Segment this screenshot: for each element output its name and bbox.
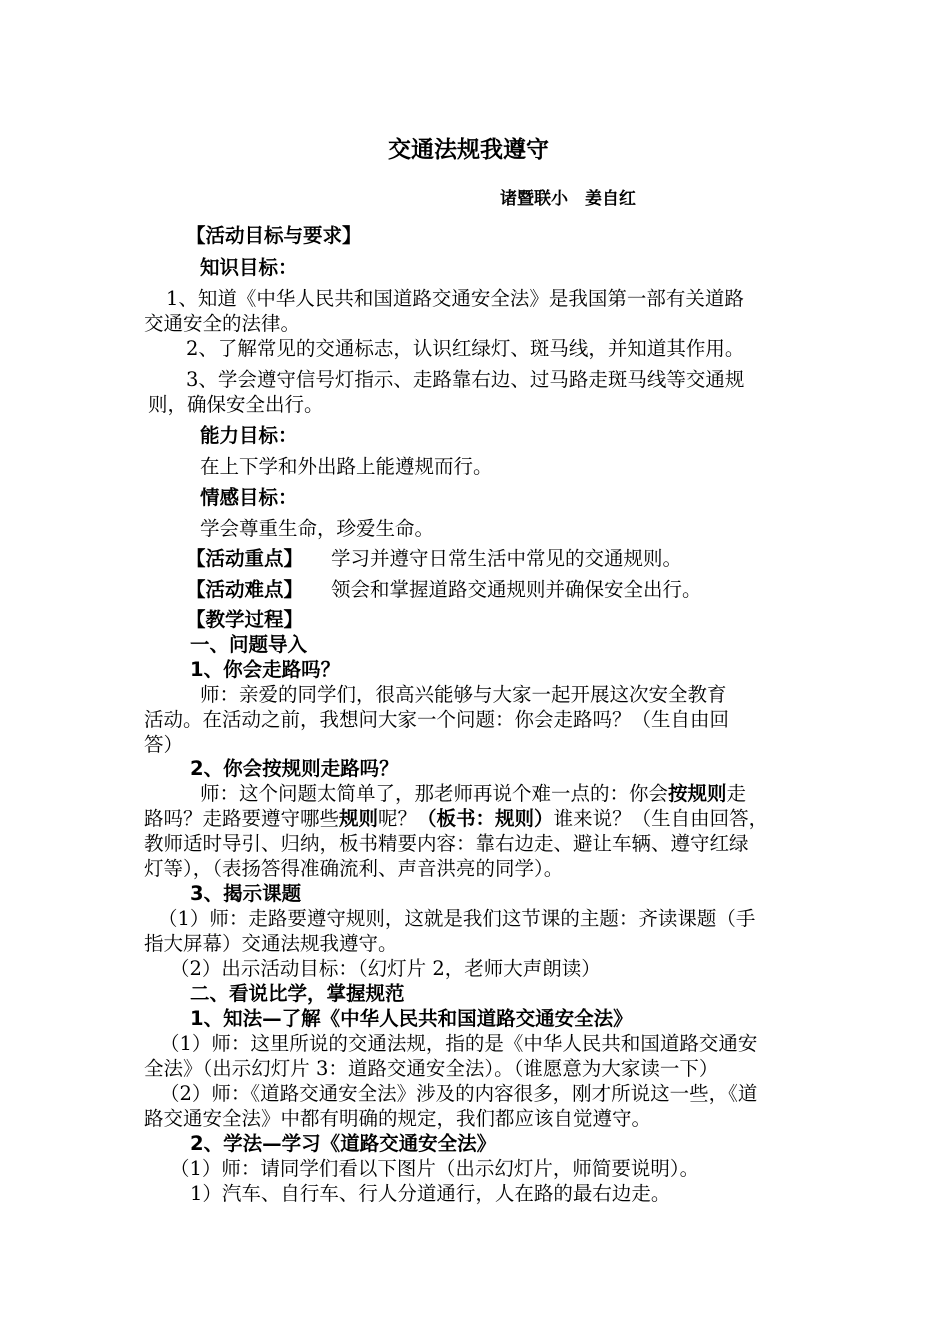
question-1-line1: 师：亲爱的同学们，很高兴能够与大家一起开展这次安全教育 [200,683,727,706]
section-2-line1: （1）师：请同学们看以下图片（出示幻灯片，师简要说明）。 [170,1157,700,1180]
knowledge-goal-1-line1: 1、知道《中华人民共和国道路交通安全法》是我国第一部有关道路 [166,287,744,310]
knowledge-goal-3-line2: 则，确保安全出行。 [148,393,324,416]
section-1-line2: 全法》（出示幻灯片 3：道路交通安全法）。（谁愿意为大家读一下） [144,1057,719,1080]
question-1-line3: 答） [144,733,184,756]
difficult-point-label: 【活动难点】 [186,578,304,601]
rules-emphasis: 规则 [339,807,379,830]
section-1-line4: 路交通安全法》中都有明确的规定，我们都应该自觉遵守。 [144,1107,652,1130]
key-point-label: 【活动重点】 [186,547,304,570]
section-2-heading: 2、学法—学习《道路交通安全法》 [190,1132,497,1155]
difficult-point-text: 领会和掌握道路交通规则并确保安全出行。 [331,578,702,601]
key-point-text: 学习并遵守日常生活中常见的交通规则。 [331,547,683,570]
question-2-line2 [144,807,768,831]
part-1-heading: 一、问题导入 [190,633,308,656]
process-header: 【教学过程】 [186,608,304,631]
ability-goal-text: 在上下学和外出路上能遵规而行。 [200,455,493,478]
goals-header: 【活动目标与要求】 [186,224,362,247]
blackboard-note: （板书：规则） [417,807,554,830]
by-rules-emphasis: 按规则 [668,782,727,805]
knowledge-goal-2: 2、了解常见的交通标志，认识红绿灯、斑马线，并知道其作用。 [186,337,745,360]
section-1-line3: （2）师：《道路交通安全法》涉及的内容很多，刚才所说这一些，《道 [160,1082,758,1105]
key-point-line [186,547,682,571]
question-2-line1-end: 走 [726,782,747,805]
question-1-heading: 1、你会走路吗？ [190,658,341,681]
part-2-heading: 二、看说比学，掌握规范 [190,982,405,1005]
author-line: 诸暨联小 姜自红 [500,189,636,209]
knowledge-goal-header: 知识目标： [200,256,298,279]
question-3-line2: 指大屏幕）交通法规我遵守。 [144,932,398,955]
emotion-goal-text: 学会尊重生命，珍爱生命。 [200,517,435,540]
knowledge-goal-3-line1: 3、学会遵守信号灯指示、走路靠右边、过马路走斑马线等交通规 [186,368,745,391]
question-2-line3: 教师适时导引、归纳，板书精要内容：靠右边走、避让车辆、遵守红绿 [144,832,749,855]
question-2-line1 [200,782,746,806]
question-3-heading: 3、揭示课题 [190,882,302,905]
question-3-line3: （2）出示活动目标：（幻灯片 2，老师大声朗读） [170,957,601,980]
question-2-line4: 灯等），（表扬答得准确流利、声音洪亮的同学）。 [144,857,564,880]
document-title: 交通法规我遵守 [388,137,549,163]
knowledge-goal-1-line2: 交通安全的法律。 [144,312,301,335]
question-2-heading: 2、你会按规则走路吗？ [190,757,399,780]
section-1-line1: （1）师：这里所说的交通法规，指的是《中华人民共和国道路交通安 [160,1032,758,1055]
difficult-point-line [186,578,702,602]
emotion-goal-header: 情感目标： [200,486,298,509]
question-3-line1: （1）师：走路要遵守规则，这就是我们这节课的主题：齐读课题（手 [158,907,756,930]
question-1-line2: 活动。在活动之前，我想问大家一个问题：你会走路吗？（生自由回 [144,708,730,731]
question-2-line2-text: 路吗？走路要遵守哪些 [144,807,340,830]
question-2-line1-text: 师：这个问题太简单了，那老师再说个难一点的：你会 [200,782,669,805]
ability-goal-header: 能力目标： [200,424,298,447]
question-2-line2-end: 谁来说？（生自由回答， [553,807,769,830]
section-1-heading: 1、知法—了解《中华人民共和国道路交通安全法》 [190,1007,633,1030]
section-2-line2: 1）汽车、自行车、行人分道通行，人在路的最右边走。 [190,1182,671,1205]
question-2-line2-mid: 呢？ [378,807,418,830]
